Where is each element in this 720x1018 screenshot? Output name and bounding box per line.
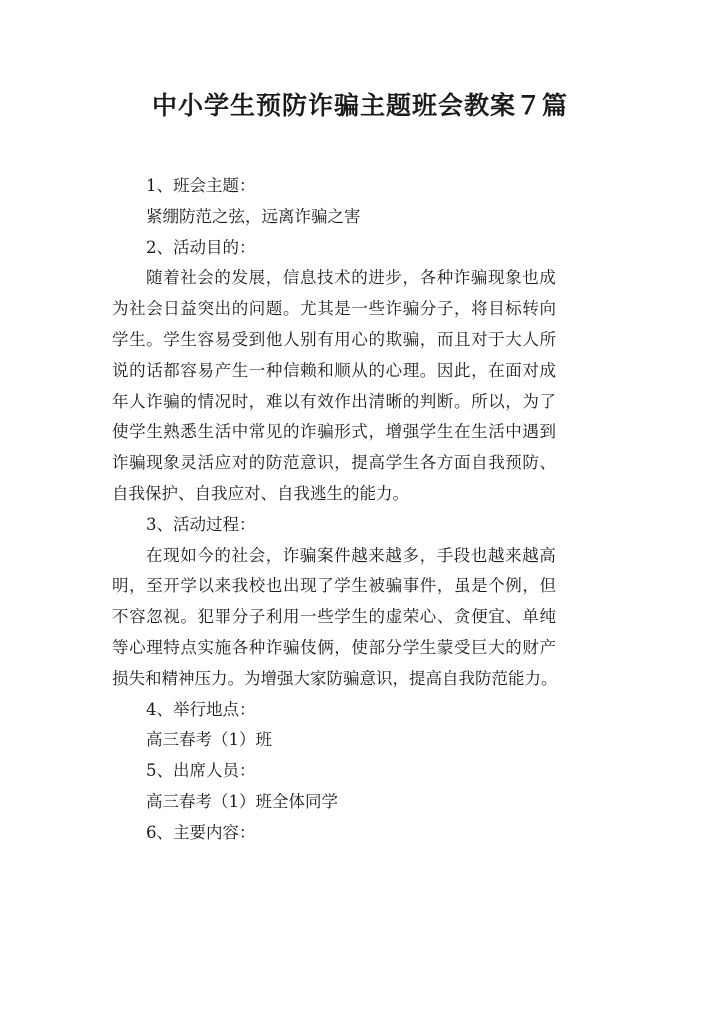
section-heading-process: 3、活动过程： [146, 514, 256, 534]
paragraph-line: 明，至开学以来我校也出现了学生被骗事件，虽是个例，但 [112, 576, 557, 596]
location-text: 高三春考（1）班 [146, 730, 272, 750]
paragraph-line: 损失和精神压力。为增强大家防骗意识，提高自我防范能力。 [112, 668, 558, 688]
document-body [112, 171, 612, 849]
paragraph-line: 诈骗现象灵活应对的防范意识，提高学生各方面自我预防、 [112, 453, 557, 473]
paragraph-line: 使学生熟悉生活中常见的诈骗形式，增强学生在生活中遇到 [112, 422, 557, 442]
paragraph-line: 随着社会的发展，信息技术的进步，各种诈骗现象也成 [146, 268, 557, 288]
document-title: 中小学生预防诈骗主题班会教案７篇 [151, 91, 568, 120]
paragraph-line: 等心理特点实施各种诈骗伎俩，使部分学生蒙受巨大的财产 [112, 637, 557, 657]
section-heading-theme: 1、班会主题： [146, 176, 256, 195]
section-heading-attendees: 5、出席人员： [146, 761, 256, 781]
section-heading-location: 4、举行地点： [146, 699, 256, 719]
attendees-text: 高三春考（1）班全体同学 [146, 791, 338, 811]
paragraph-line: 在现如今的社会，诈骗案件越来越多，手段也越来越高 [146, 545, 557, 565]
paragraph-line: 自我保护、自我应对、自我逃生的能力。 [112, 483, 409, 503]
theme-text: 紧绷防范之弦，远离诈骗之害 [146, 206, 361, 226]
section-heading-content: 6、主要内容： [146, 822, 256, 842]
paragraph-line: 为社会日益突出的问题。尤其是一些诈骗分子，将目标转向 [112, 299, 557, 319]
paragraph-line: 学生。学生容易受到他人别有用心的欺骗，而且对于大人所 [112, 329, 557, 349]
paragraph-line: 年人诈骗的情况时，难以有效作出清晰的判断。所以，为了 [112, 391, 557, 411]
paragraph-line: 不容忽视。犯罪分子利用一些学生的虚荣心、贪便宜、单纯 [112, 607, 557, 627]
paragraph-line: 说的话都容易产生一种信赖和顺从的心理。因此，在面对成 [112, 360, 557, 380]
section-heading-purpose: 2、活动目的： [146, 237, 256, 257]
